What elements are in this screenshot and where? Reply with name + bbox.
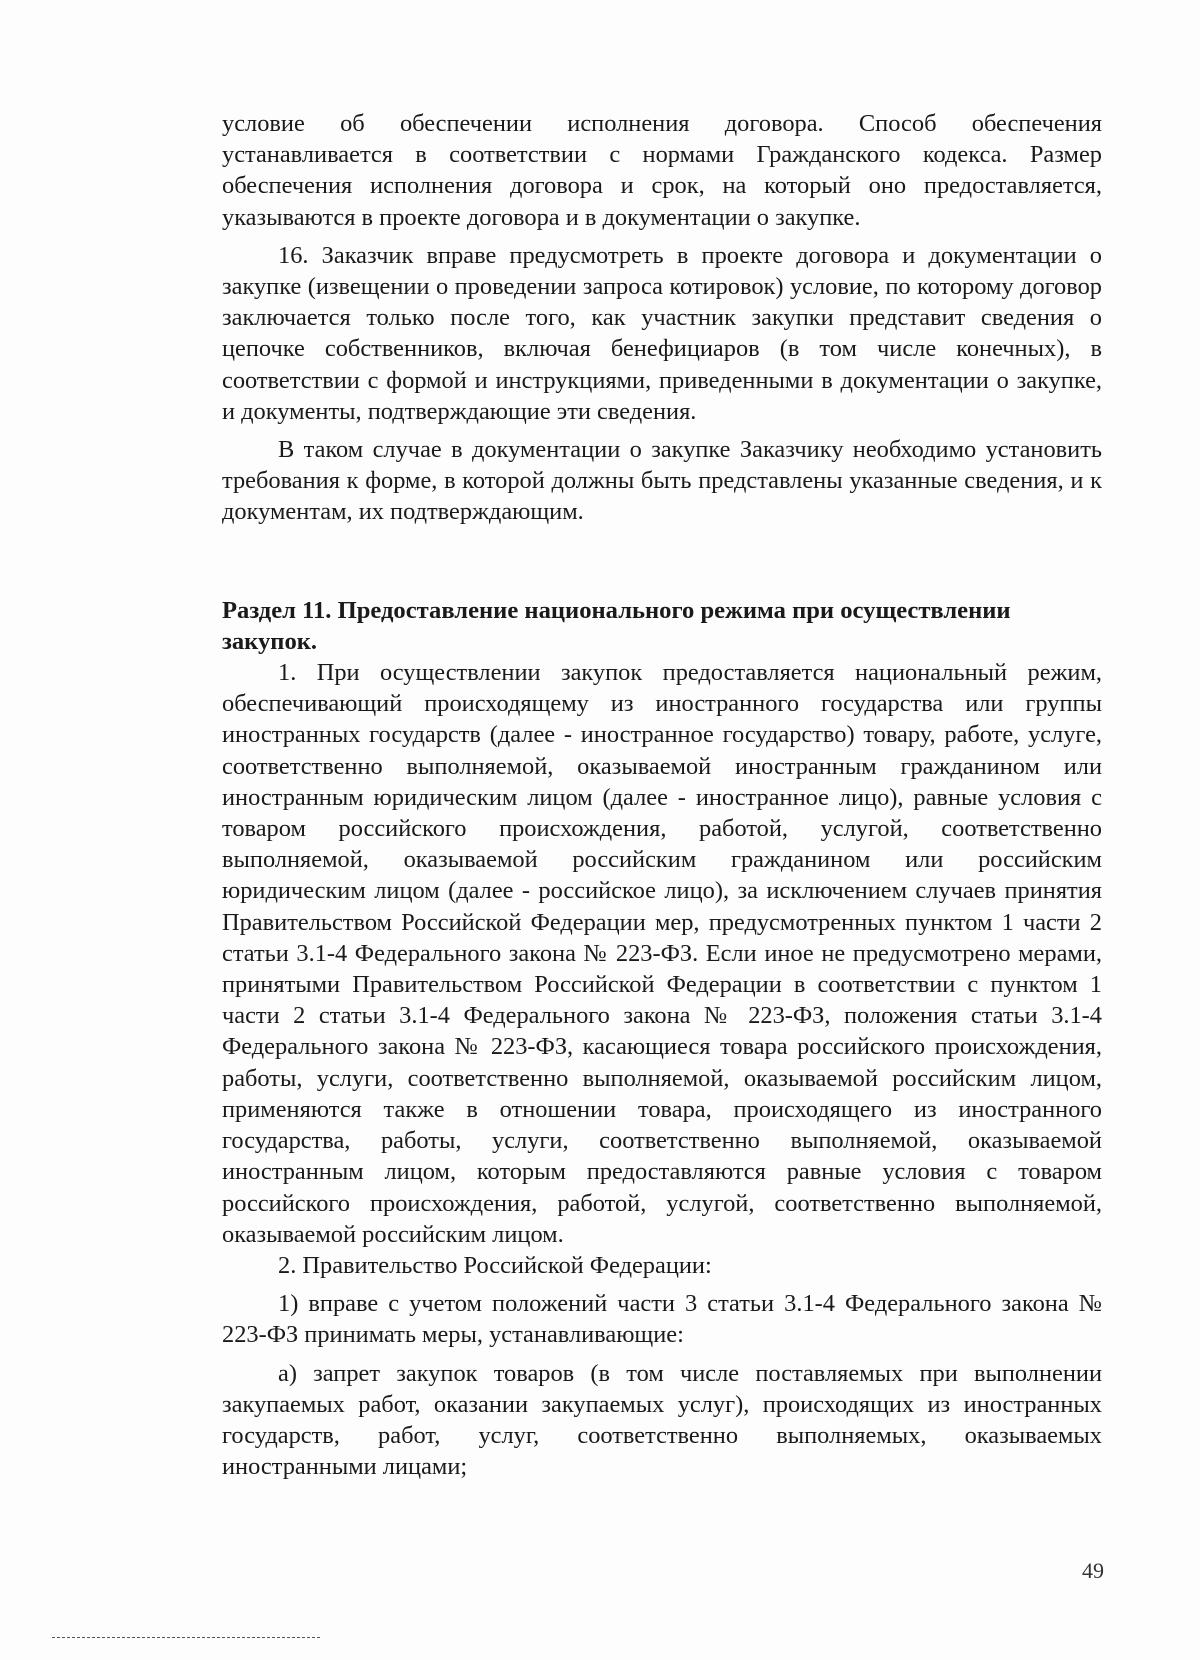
- document-body: [222, 108, 1102, 1482]
- paragraph-item-1: 1. При осуществлении закупок предоставляется национальный режим, обеспечивающий происходящему из иностранного государства или группы иностранных государств (далее - иностранное государство) товару, работе, услуге, соответственно выполняемой, оказываемой иностранным гражданином или иностранным юридическим лицом (далее - иностранное лицо), равные условия с товаром российского происхождения, работой, услугой, соответственно выполняемой, оказываемой российским гражданином или российским юридическим лицом (далее - российское лицо), за исключением случаев принятия Правительством Российской Федерации мер, предусмотренных пунктом 1 части 2 статьи 3.1-4 Федерального закона № 223-ФЗ. Если иное не предусмотрено мерами, принятыми Правительством Российской Федерации в соответствии с пунктом 1 части 2 статьи 3.1-4 Федерального закона № 223-ФЗ, положения статьи 3.1-4 Федерального закона № 223-ФЗ, касающиеся товара российского происхождения, работы, услуги, соответственно выполняемой, оказываемой российским лицом, применяются также в отношении товара, происходящего из иностранного государства, работы, услуги, соответственно выполняемой, оказываемой иностранным лицом, которым предоставляются равные условия с товаром российского происхождения, работой, услугой, соответственно выполняемой, оказываемой российским лицом.: [222, 659, 1102, 1248]
- paragraph-subitem-1: 1) вправе с учетом положений части 3 статьи 3.1-4 Федерального закона № 223-ФЗ принимать меры, устанавливающие:: [222, 1290, 1102, 1349]
- footnote-rule: [52, 1637, 320, 1638]
- section-heading: Раздел 11. Предоставление национального режима при осуществлении закупок.: [222, 596, 1011, 655]
- paragraph-item-16: 16. Заказчик вправе предусмотреть в проекте договора и документации о закупке (извещении о проведении запроса котировок) условие, по которому договор заключается только после того, как участник закупки представит сведения о цепочке собственников, включая бенефициаров (в том числе конечных), в соответствии с формой и инструкциями, приведенными в документации о закупке, и документы, подтверждающие эти сведения.: [222, 241, 1102, 425]
- paragraph-item-2: 2. Правительство Российской Федерации:: [278, 1251, 712, 1279]
- paragraph-requirements: В таком случае в документации о закупке Заказчику необходимо установить требования к форме, в которой должны быть представлены указанные сведения, и к документам, их подтверждающим.: [222, 436, 1102, 526]
- paragraph-continuation: условие об обеспечении исполнения договора. Способ обеспечения устанавливается в соответствии с нормами Гражданского кодекса. Размер обеспечения исполнения договора и срок, на который оно предоставляется, указываются в проекте договора и в документации о закупке.: [222, 110, 1102, 231]
- paragraph-subitem-a: а) запрет закупок товаров (в том числе поставляемых при выполнении закупаемых работ, оказании закупаемых услуг), происходящих из иностранных государств, работ, услуг, соответственно выполняемых, оказываемых иностранными лицами;: [222, 1359, 1102, 1481]
- page-number: 49: [1082, 1558, 1104, 1583]
